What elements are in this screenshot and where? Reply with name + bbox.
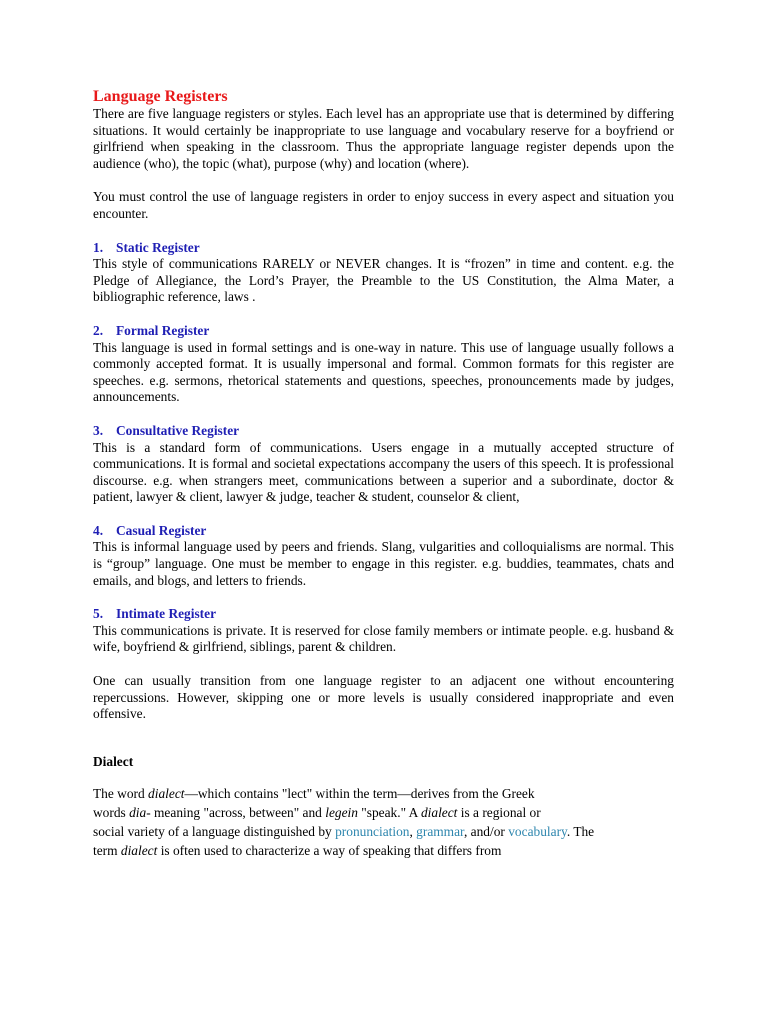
spacer [93,506,674,523]
register-description: This language is used in formal settings and is one-way in nature. This use of language usually follows a commonly accepted format. It is usually impersonal and formal. Common formats for this register are speeches. e.g. sermons, rhetorical statements and questions, speeches, pronouncements made by judges, announcements. [93,339,674,405]
intro-paragraph-2: You must control the use of language registers in order to enjoy success in every aspect and situation you encounter. [93,189,674,221]
text-run: is a regional or [457,804,541,820]
register-number: 4. [93,522,104,538]
document-page [93,88,674,860]
register-description: This communications is private. It is reserved for close family members or intimate people. e.g. husband & wife, boyfriend & girlfriend, siblings, parent & children. [93,622,674,655]
register-number: 2. [93,322,104,338]
grammar-link[interactable]: grammar [416,823,464,839]
spacer [93,589,674,606]
text-run: social variety of a language distinguished by [93,823,336,839]
pronunciation-link[interactable]: pronunciation [335,823,410,839]
register-section-intimate [93,606,674,656]
text-run: , and/or [463,823,509,839]
register-section-formal [93,323,674,406]
text-run: The word [93,785,149,801]
intro-paragraph-1: There are five language registers or styles. Each level has an appropriate use that is determined by differing situations. It would certainly be inappropriate to use language and vocabulary reserve for a boyfriend or girlfriend when speaking in the classroom. Thus the appropriate language register depends upon the audience (who), the topic (what), purpose (why) and location (where). [93,106,674,171]
register-section-consultative [93,423,674,506]
register-heading [93,323,674,340]
register-name: Formal Register [116,322,210,338]
page-title: Language Registers [93,88,228,105]
register-name: Intimate Register [116,606,217,622]
register-number: 3. [93,422,104,438]
dialect-line [93,822,693,841]
register-description: This is a standard form of communications. Users engage in a mutually accepted structure of communications. It is formal and societal expectations accompany the users of this speech. It is professional discourse. e.g. when strangers meet, communications between a superior and a subordinate, doctor & patient, lawyer & client, lawyer & judge, teacher & student, counselor & client, [93,439,674,505]
text-run: "speak." A [357,804,421,820]
register-section-casual [93,523,674,589]
dialect-line [93,803,693,822]
dialect-paragraph [93,784,693,860]
text-run: is often used to characterize a way of speaking that differs from [157,842,502,858]
register-number: 5. [93,606,104,622]
text-run: words [93,804,130,820]
register-number: 1. [93,239,104,255]
italic-term: dialect [420,804,458,820]
register-heading [93,523,674,540]
dialect-heading: Dialect [93,753,134,769]
text-run: meaning "across, between" and [150,804,326,820]
register-section-static [93,240,674,306]
text-run: . The [566,823,595,839]
spacer [93,723,674,753]
spacer [93,406,674,423]
register-heading [93,606,674,623]
closing-paragraph: One can usually transition from one language register to an adjacent one without encountering repercussions. However, skipping one or more levels is usually considered inappropriate and even offensive. [93,673,674,722]
vocabulary-link[interactable]: vocabulary [508,823,567,839]
spacer [93,771,674,784]
register-heading [93,240,674,257]
italic-term: dialect [148,785,185,801]
text-run: term [93,842,121,858]
register-name: Static Register [116,239,200,255]
register-description: This is informal language used by peers and friends. Slang, vulgarities and colloquialisms are normal. This is “group” language. One must be member to engage in this register. e.g. buddies, teammates, chats and emails, and blogs, and letters to friends. [93,539,674,588]
register-name: Casual Register [116,522,207,538]
text-run: , [409,823,417,839]
register-name: Consultative Register [116,422,240,438]
spacer [93,223,674,240]
italic-term: legein [325,804,358,820]
text-run: —which contains "lect" within the term—derives from the Greek [184,785,535,801]
dialect-line [93,841,693,860]
spacer [93,306,674,323]
spacer [93,172,674,189]
register-heading [93,423,674,440]
spacer [93,656,674,673]
italic-term: dialect [120,842,158,858]
italic-term: dia- [129,804,151,820]
register-description: This style of communications RARELY or NEVER changes. It is “frozen” in time and content. e.g. the Pledge of Allegiance, the Lord’s Prayer, the Preamble to the US Constitution, the Alma Mater, a bibliographic reference, laws . [93,256,674,305]
dialect-line [93,784,693,803]
